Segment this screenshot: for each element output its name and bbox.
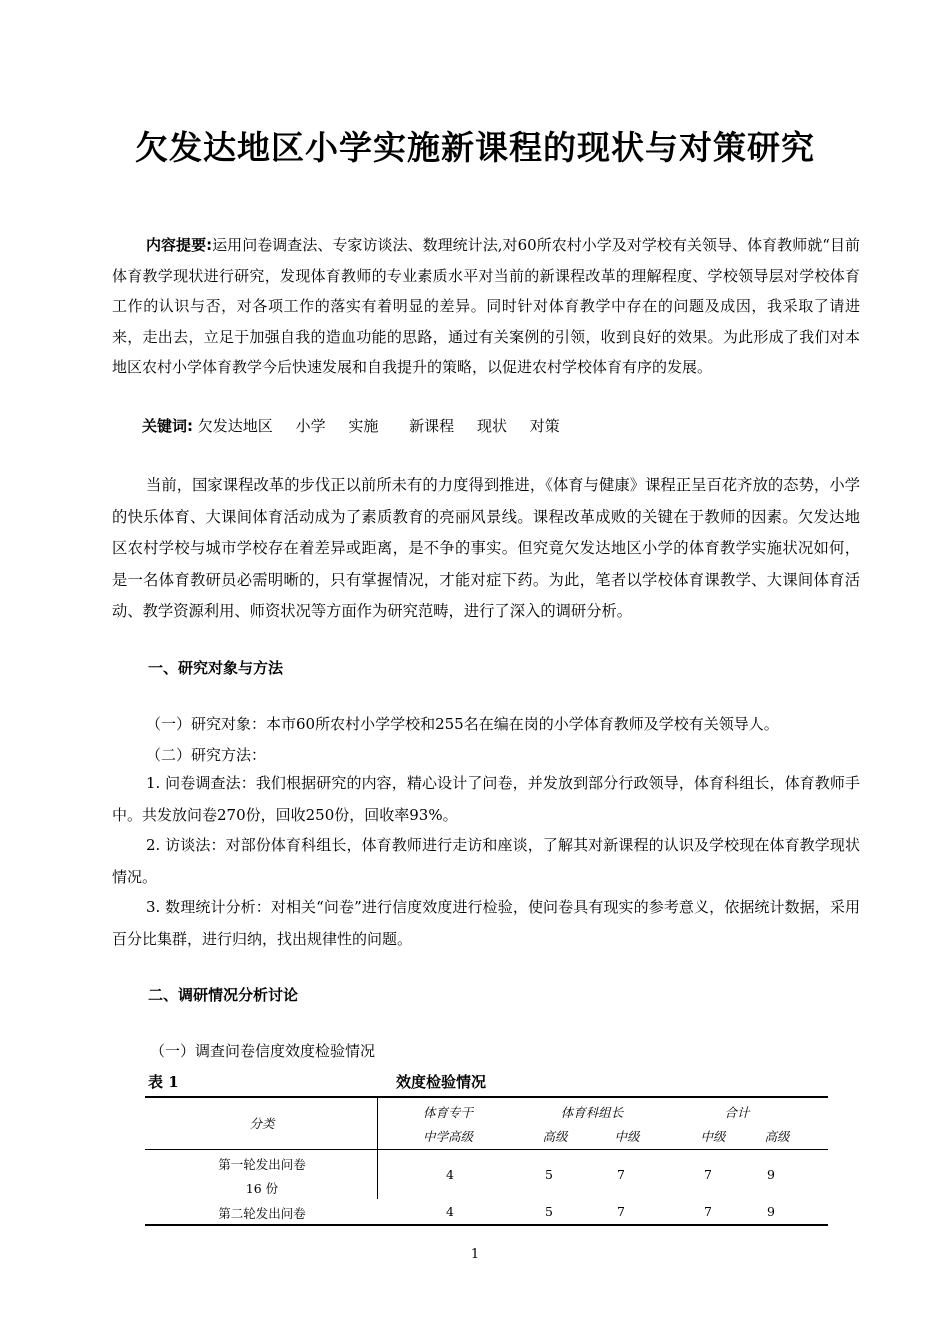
keyword: 实施 [348, 417, 379, 435]
keyword: 对策 [529, 417, 560, 435]
table-subheader: 中级 [614, 1129, 640, 1144]
table-top-rule [145, 1096, 828, 1098]
keyword: 新课程 [409, 417, 455, 435]
table-cell: 7 [617, 1167, 625, 1182]
keywords [142, 411, 578, 441]
method-item: 3. 数理统计分析：对相关“问卷”进行信度效度进行检验，使问卷具有现实的参考意义，依据统计数据，采用百分比集群，进行归纳，找出规律性的问题。 [112, 898, 860, 948]
table-group-header: 合计 [724, 1105, 750, 1120]
research-object: （一）研究对象：本市60所农村小学学校和255名在编在岗的小学体育教师及学校有关领导人。 [146, 715, 779, 733]
abstract-label: 内容提要: [146, 236, 213, 254]
method-item: 1. 问卷调查法：我们根据研究的内容，精心设计了问卷，并发放到部分行政领导，体育科组长，体育教师手中。共发放问卷270份，回收250份，回收率93%。 [112, 774, 860, 824]
table-bottom-rule [145, 1224, 828, 1226]
keywords-label: 关键词: [142, 417, 193, 435]
research-methods-label: （二）研究方法： [146, 746, 267, 764]
table-cell: 9 [767, 1204, 775, 1219]
method-item: 2. 访谈法：对部份体育科组长，体育教师进行走访和座谈，了解其对新课程的认识及学校现在体育教学现状情况。 [112, 836, 860, 886]
subsection-heading: （一）调查问卷信度效度检验情况 [150, 1042, 376, 1060]
keyword: 现状 [476, 417, 507, 435]
table-row-label: 第二轮发出问卷 [218, 1206, 306, 1221]
table-header-rule [145, 1149, 828, 1150]
table-cell: 9 [767, 1167, 775, 1182]
table-cell: 7 [617, 1204, 625, 1219]
table-cell: 5 [545, 1167, 553, 1182]
table-cell: 4 [446, 1167, 454, 1182]
table-cell: 7 [704, 1204, 712, 1219]
table-cell: 7 [704, 1167, 712, 1182]
keyword: 小学 [295, 417, 326, 435]
keyword: 欠发达地区 [197, 417, 273, 435]
table-subheader: 高级 [764, 1129, 790, 1144]
section-heading-2: 二、调研情况分析讨论 [148, 986, 299, 1004]
table-cell: 5 [545, 1204, 553, 1219]
abstract [112, 230, 860, 383]
intro-paragraph: 当前，国家课程改革的步伐正以前所未有的力度得到推进，《体育与健康》课程正呈百花齐放的态势，小学的快乐体育、大课间体育活动成为了素质教育的亮丽风景线。课程改革成败的关键在于教师的因素。欠发达地区农村学校与城市学校存在着差异或距离，是不争的事实。但究竟欠发达地区小学的体育教学实施状况如何，是一名体育教研员必需明晰的，只有掌握情况，才能对症下药。为此，笔者以学校体育课教学、大课间体育活动、教学资源利用、师资状况等方面作为研究范畴，进行了深入的调研分析。 [112, 476, 860, 620]
table-caption: 效度检验情况 [396, 1073, 487, 1091]
table-column-divider [377, 1098, 378, 1199]
table-row-label: 第一轮发出问卷 [218, 1157, 306, 1172]
table-row-label: 16 份 [245, 1181, 279, 1196]
table-subheader: 中学高级 [422, 1129, 474, 1144]
table-header-category: 分类 [249, 1116, 275, 1131]
paper-title: 欠发达地区小学实施新课程的现状与对策研究 [135, 128, 815, 167]
section-heading-1: 一、研究对象与方法 [148, 659, 284, 677]
table-number: 表 1 [148, 1073, 179, 1091]
abstract-text: 运用问卷调查法、专家访谈法、数理统计法,对60所农村小学及对学校有关领导、体育教师就“目前体育教学现状进行研究，发现体育教师的专业素质水平对当前的新课程改革的理解程度、学校领导层对学校体育工作的认识与否，对各项工作的落实有着明显的差异。同时针对体育教学中存在的问题及成因，我采取了请进来，走出去，立足于加强自我的造血功能的思路，通过有关案例的引领，收到良好的效果。为此形成了我们对本地区农村小学体育教学今后快速发展和自我提升的策略，以促进农村学校体育有序的发展。 [112, 236, 860, 376]
table-group-header: 体育专干 [422, 1105, 474, 1120]
table-cell: 4 [446, 1204, 454, 1219]
page-number: 1 [470, 1247, 480, 1262]
table-subheader: 中级 [700, 1129, 726, 1144]
table-group-header: 体育科组长 [560, 1105, 624, 1120]
table-subheader: 高级 [542, 1129, 568, 1144]
